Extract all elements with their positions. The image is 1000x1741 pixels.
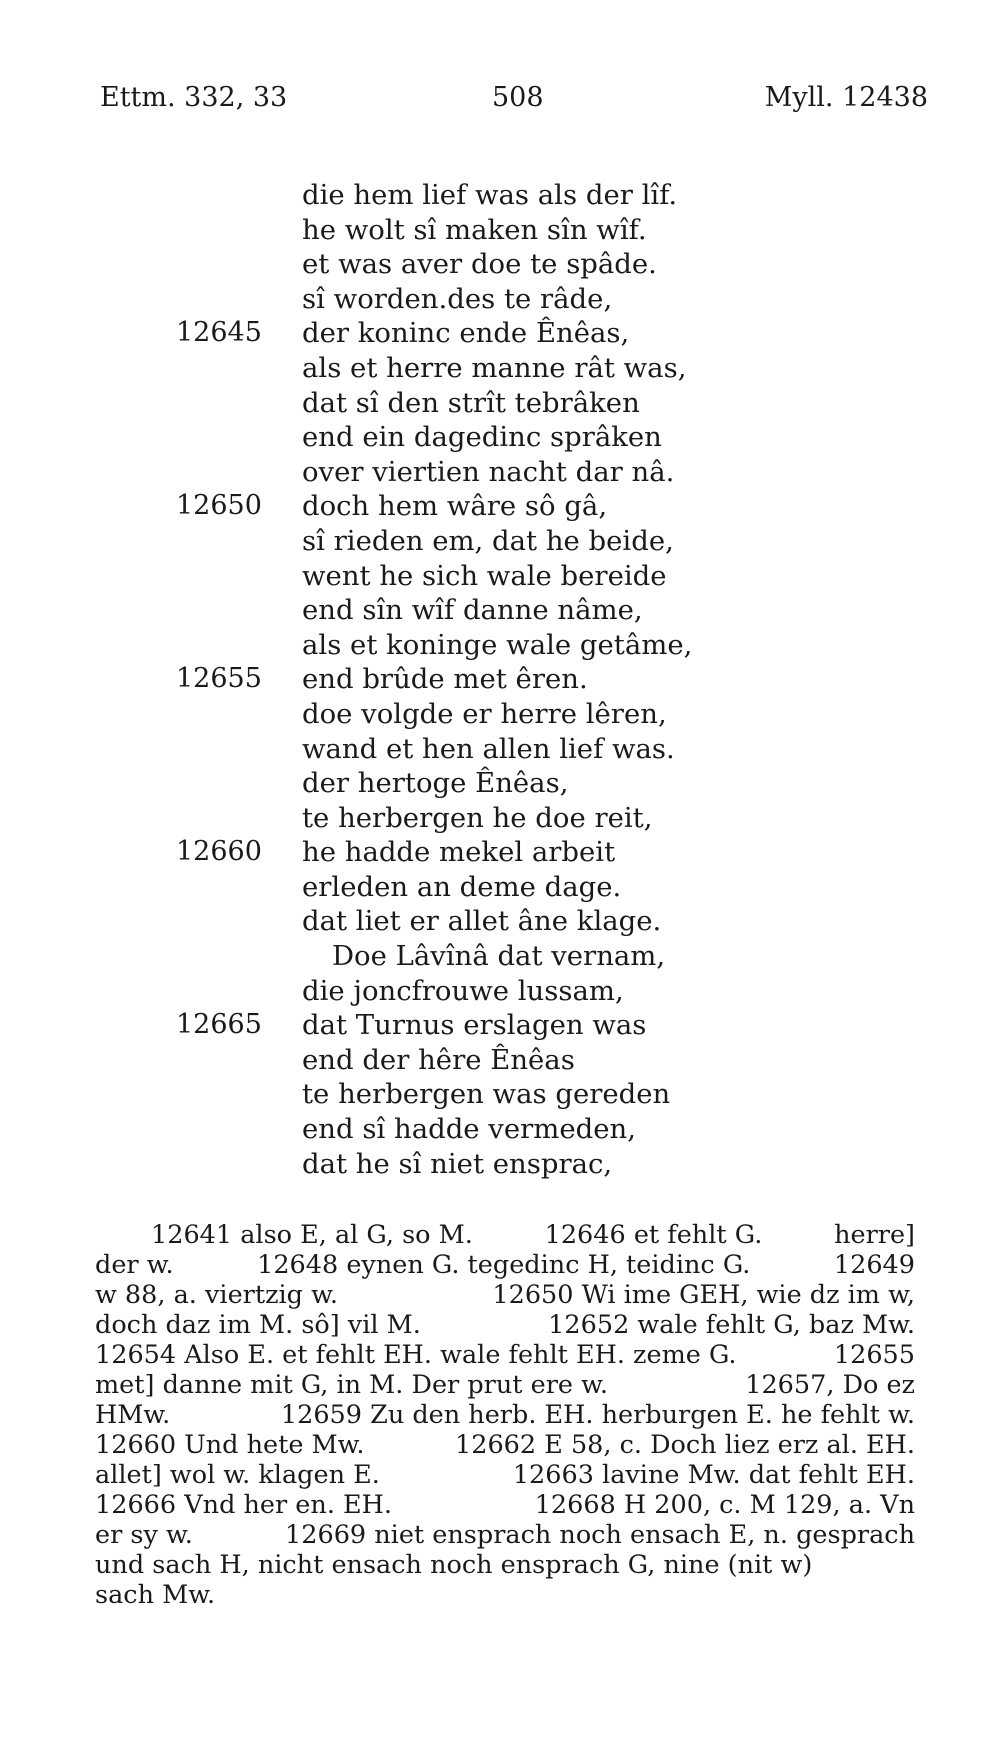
verse-text: dat sî den strît tebrâken — [302, 386, 640, 419]
verse-line — [0, 732, 1000, 767]
apparatus-line — [95, 1220, 915, 1250]
verse-line — [0, 282, 1000, 317]
apparatus-entry: 12666 Vnd her en. EH. — [95, 1490, 392, 1520]
verse-text: over viertien nacht dar nâ. — [302, 455, 675, 488]
verse-text: he wolt sî maken sîn wîf. — [302, 213, 647, 246]
verse-line — [0, 524, 1000, 559]
verse-line — [0, 904, 1000, 939]
apparatus-entry: 12669 niet ensprach noch ensach E, n. gesprach — [285, 1520, 915, 1550]
verse-text: dat he sî niet ensprac, — [302, 1147, 613, 1180]
verse-text: et was aver doe te spâde. — [302, 248, 657, 281]
verse-line — [0, 386, 1000, 421]
verse-text: Doe Lâvînâ dat vernam, — [332, 940, 666, 973]
apparatus-entry: allet] wol w. klagen E. — [95, 1460, 380, 1490]
verse-line — [0, 1077, 1000, 1112]
verse-text: als et koninge wale getâme, — [302, 628, 693, 661]
page-header — [0, 82, 1000, 122]
verse-text: doe volgde er herre lêren, — [302, 697, 667, 730]
apparatus-entry: 12641 also E, al G, so M. — [151, 1220, 473, 1250]
verse-text: sî worden.des te râde, — [302, 282, 613, 315]
verse-text: end sîn wîf danne nâme, — [302, 594, 643, 627]
verse-text: der koninc ende Ênêas, — [302, 317, 630, 350]
verse-line — [0, 316, 1000, 351]
verse-text: wand et hen allen lief was. — [302, 732, 675, 765]
apparatus-entry: 12663 lavine Mw. dat fehlt EH. — [512, 1460, 915, 1490]
apparatus-entry: 12648 eynen G. tegedinc H, teidinc G. — [257, 1250, 751, 1280]
verse-number: 12645 — [176, 317, 262, 349]
apparatus-line — [95, 1250, 915, 1280]
verse-text-block — [0, 178, 1000, 1181]
verse-text: die joncfrouwe lussam, — [302, 974, 624, 1007]
verse-line — [0, 801, 1000, 836]
apparatus-entry: 12660 Und hete Mw. — [95, 1430, 365, 1460]
verse-text: erleden an deme dage. — [302, 870, 622, 903]
verse-text: end sî hadde vermeden, — [302, 1113, 636, 1146]
verse-line — [0, 835, 1000, 870]
apparatus-entry: und sach H, nicht ensach noch ensprach G, nine (nit w) — [95, 1550, 813, 1580]
apparatus-line — [95, 1340, 915, 1370]
verse-line — [0, 1147, 1000, 1182]
page-number: 508 — [492, 82, 544, 113]
verse-line — [0, 628, 1000, 663]
verse-text: te herbergen was gereden — [302, 1078, 671, 1111]
verse-text: die hem lief was als der lîf. — [302, 179, 678, 211]
verse-line — [0, 870, 1000, 905]
critical-apparatus — [95, 1220, 915, 1610]
apparatus-entry: HMw. — [95, 1400, 171, 1430]
apparatus-entry: 12649 — [833, 1250, 915, 1280]
apparatus-line — [95, 1310, 915, 1340]
verse-line — [0, 593, 1000, 628]
verse-text: als et herre manne rât was, — [302, 351, 687, 384]
verse-line — [0, 766, 1000, 801]
verse-line — [0, 247, 1000, 282]
apparatus-line — [95, 1520, 915, 1550]
apparatus-entry: w 88, a. viertzig w. — [95, 1280, 339, 1310]
verse-line — [0, 213, 1000, 248]
apparatus-entry: herre] — [834, 1220, 915, 1250]
verse-text: end brûde met êren. — [302, 663, 588, 696]
verse-line — [0, 420, 1000, 455]
verse-text: end der hêre Ênêas — [302, 1043, 575, 1076]
apparatus-entry: er sy w. — [95, 1520, 193, 1550]
apparatus-entry: 12654 Also E. et fehlt EH. wale fehlt EH. zeme G. — [95, 1340, 737, 1370]
verse-line — [0, 455, 1000, 490]
verse-text: sî rieden em, dat he beide, — [302, 524, 674, 557]
verse-line — [0, 974, 1000, 1009]
verse-line — [0, 662, 1000, 697]
apparatus-entry: 12655 — [833, 1340, 915, 1370]
apparatus-line — [95, 1280, 915, 1310]
verse-line — [0, 697, 1000, 732]
verse-line — [0, 1043, 1000, 1078]
apparatus-entry: der w. — [95, 1250, 174, 1280]
verse-text: end ein dagedinc sprâken — [302, 421, 662, 454]
apparatus-entry: 12657, Do ez — [745, 1370, 915, 1400]
verse-line — [0, 178, 1000, 213]
apparatus-entry: 12662 E 58, c. Doch liez erz al. EH. — [455, 1430, 915, 1460]
apparatus-line — [95, 1550, 915, 1580]
verse-text: he hadde mekel arbeit — [302, 836, 616, 869]
verse-text: der hertoge Ênêas, — [302, 767, 569, 800]
verse-number: 12655 — [176, 663, 262, 695]
apparatus-entry: doch daz im M. sô] vil M. — [95, 1310, 421, 1340]
apparatus-line — [95, 1460, 915, 1490]
apparatus-entry: 12659 Zu den herb. EH. herburgen E. he fehlt w. — [280, 1400, 915, 1430]
verse-line — [0, 1112, 1000, 1147]
apparatus-entry: sach Mw. — [95, 1580, 216, 1610]
verse-number: 12660 — [176, 836, 262, 868]
verse-text: doch hem wâre sô gâ, — [302, 490, 608, 523]
apparatus-line — [95, 1430, 915, 1460]
apparatus-line — [95, 1400, 915, 1430]
verse-line — [0, 351, 1000, 386]
apparatus-line — [95, 1580, 915, 1610]
verse-text: te herbergen he doe reit, — [302, 801, 653, 834]
verse-text: went he sich wale bereide — [302, 559, 667, 592]
verse-line — [0, 1008, 1000, 1043]
verse-line — [0, 559, 1000, 594]
verse-line — [0, 489, 1000, 524]
apparatus-entry: 12668 H 200, c. M 129, a. Vn — [534, 1490, 915, 1520]
apparatus-line — [95, 1370, 915, 1400]
apparatus-entry: met] danne mit G, in M. Der prut ere w. — [95, 1370, 609, 1400]
verse-number: 12665 — [176, 1009, 262, 1041]
header-edition-ref: Ettm. 332, 33 — [100, 82, 288, 113]
verse-line — [0, 939, 1000, 974]
verse-text: dat Turnus erslagen was — [302, 1009, 647, 1042]
verse-text: dat liet er allet âne klage. — [302, 905, 662, 938]
apparatus-entry: 12652 wale fehlt G, baz Mw. — [548, 1310, 915, 1340]
apparatus-entry: 12650 Wi ime GEH, wie dz im w, — [492, 1280, 915, 1310]
header-verse-ref: Myll. 12438 — [764, 82, 928, 113]
apparatus-line — [95, 1490, 915, 1520]
apparatus-entry: 12646 et fehlt G. — [544, 1220, 763, 1250]
verse-number: 12650 — [176, 490, 262, 522]
